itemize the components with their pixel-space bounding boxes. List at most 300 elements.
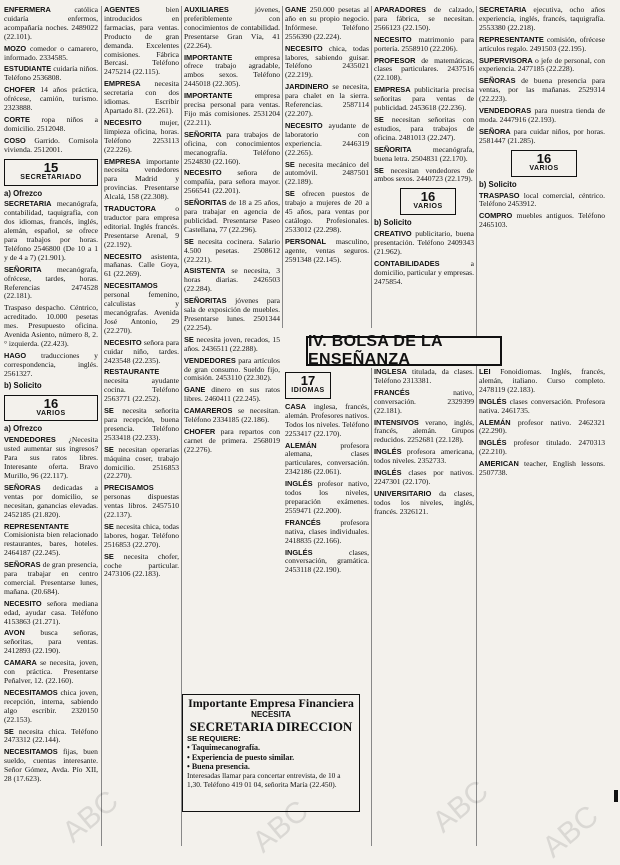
ad-text: jóvenes, preferiblemente con conocimientos de contabilidad. Presentarse Gran Vía, 41 (22.264). (184, 6, 280, 50)
ad-keyword: NECESITO (4, 598, 42, 608)
ad-text: muebles antiguos. Teléfono 2465103. (479, 211, 605, 230)
classified-ad (285, 519, 369, 546)
ad-footer: Interesadas llamar para concertar entrevista, de 10 a 1,30. Teléfono 419 01 04, señorita María (22.450). (187, 770, 341, 789)
classified-ad (4, 116, 98, 134)
column-6 (479, 6, 605, 328)
ad-keyword: SEÑORAS (4, 482, 41, 492)
ad-keyword: NECESITAMOS (104, 281, 158, 291)
classified-ad (285, 122, 369, 158)
ad-text: se necesitan. Teléfono 2334185 (22.186). (184, 406, 280, 425)
ad-text: ofrecen puestos de trabajo a mujeres de 20 a 45 años, para ventas por catálogo. Profesionales. 2533012 (22.298). (285, 189, 369, 234)
ad-keyword: SE (104, 444, 114, 454)
ad-text: para cuidar niños, por horas. 2581447 (21.285). (479, 126, 605, 145)
column-rule (371, 368, 372, 846)
ad-keyword: FRANCÉS (374, 387, 410, 397)
classified-ad (4, 748, 98, 784)
ad-keyword: INGLÉS (374, 447, 402, 457)
classified-ad (104, 119, 179, 155)
classified-ad (4, 600, 98, 627)
ad-keyword: CORTE (4, 114, 30, 124)
classified-ad (285, 403, 369, 439)
ad-keyword: VENDEDORES (4, 435, 56, 445)
section-number: 16 (43, 395, 59, 411)
subheading-solicito: b) Solicito (4, 380, 42, 390)
classified-ad (374, 389, 474, 416)
ad-keyword: SE (285, 189, 295, 199)
classified-ad (104, 205, 179, 250)
financial-company-ad (182, 694, 360, 812)
classified-ad (104, 553, 179, 580)
ad-text: señora para cuidar niño, tardes. 2423548 (22.235). (104, 337, 179, 365)
ad-keyword: NECESITO (184, 168, 222, 178)
classified-ad (4, 352, 98, 379)
classified-ad (184, 267, 280, 294)
column-rule (282, 6, 283, 328)
ad-subhead: NECESITA (251, 710, 291, 719)
ad-text: o traductor para empresa editorial. Inglés francés. Presentarse Arenal, 9 (22.192). (104, 204, 179, 249)
ad-keyword: COSO (4, 135, 26, 145)
ad-text: personal femenino, calculistas y mecanógrafas. Avenida José Antonio, 29 (22.270). (104, 290, 179, 335)
ad-text: empresa precisa personal para ventas. Fijo más comisiones. 2531204 (22.211). (184, 91, 280, 127)
classified-ad (184, 131, 280, 167)
ad-text: necesita chofer, coche particular. 2473106 (22.183). (104, 551, 179, 579)
ad-text: ejecutiva, ocho años experiencia, inglés, francés, taquigrafía. 2553380 (22.218). (479, 6, 605, 32)
watermark: ABC (426, 774, 495, 840)
ad-keyword: SEÑORA (479, 126, 511, 136)
ad-text: se necesita, 3 horas diarias. 2426503 (22.284). (184, 266, 280, 294)
classified-ad (285, 190, 369, 235)
ad-text: necesita señorita para recepción, buena presencia. Teléfono 2533418 (22.233). (104, 406, 179, 442)
ad-text: señora mediana edad, ayudar casa. Teléfono 4153863 (21.271). (4, 598, 98, 626)
ad-keyword: INGLÉS (479, 438, 507, 448)
classified-ad (374, 57, 474, 84)
ad-keyword: FRANCÉS (285, 517, 321, 527)
ad-text: necesita mecánico del automóvil. 2487501 (22.189). (285, 159, 369, 187)
ad-text: Comisionista bien relacionado restaurantes, bares, hoteles. 2464187 (22.245). (4, 530, 98, 558)
ad-keyword: PRECISAMOS (104, 483, 154, 493)
classified-ad (479, 77, 605, 104)
section-number: 17 (300, 373, 316, 388)
classified-ad (4, 728, 98, 746)
ad-text: dedicadas a ventas por domicilio, se necesitan, ganancias elevadas. 2452185 (21.820). (4, 482, 98, 519)
ad-keyword: NECESITAMOS (4, 747, 58, 757)
section-box-secretariado (4, 159, 98, 186)
classified-ad (184, 6, 280, 51)
ad-keyword: SEÑORITAS (184, 296, 227, 306)
ad-keyword: APARADORES (374, 6, 427, 14)
ad-keyword: SEÑORITAS (184, 198, 227, 208)
section-label: VARIOS (529, 164, 559, 172)
classified-ad (104, 282, 179, 335)
ad-text: local comercial, céntrico. Teléfono 2453912. (479, 190, 605, 209)
section-label: IDIOMAS (291, 387, 325, 394)
ad-keyword: ALEMÁN (285, 440, 317, 450)
ad-text: mecanógrafa, buena letra. 2504831 (22.170). (374, 144, 474, 163)
classified-ad (285, 6, 369, 42)
classified-ad (4, 629, 98, 656)
ad-text: para repartos con carnet de primera. 2568019 (22.276). (184, 426, 280, 454)
ad-text: se necesita, para chalet en la sierra. Referencias. 2587114 (22.207). (285, 82, 369, 118)
classified-ad (4, 266, 98, 302)
ad-text: de calzado, para fábrica, se necesitan. 2566123 (22.150). (374, 6, 474, 32)
classified-ad (285, 238, 369, 265)
ad-keyword: INGLÉS (285, 479, 313, 489)
ad-text: empresa ofrece trabajo agradable, ambos sexos. Teléfono 2445018 (22.305). (184, 52, 280, 89)
ad-text: necesita chica. Teléfono 2473312 (22.144). (4, 726, 98, 745)
ad-requirement: • Buena presencia. (187, 762, 250, 772)
ad-keyword: INTENSIVOS (374, 417, 419, 427)
ad-keyword: COMPRO (479, 211, 513, 221)
ad-text: profesora americana, todos niveles. 2352733. (374, 447, 474, 466)
ad-text: necesita secretaria con dos idiomas. Escribir Apartado 81. (22.261). (104, 79, 179, 115)
ad-keyword: SE (104, 551, 114, 561)
ad-keyword: PROFESOR (374, 55, 416, 65)
column-3 (184, 6, 280, 690)
ad-keyword: CONTABILIDADES (374, 258, 440, 268)
bolsa-column-2-ads (374, 368, 474, 517)
column-3-ads (184, 6, 280, 455)
ad-keyword: NECESITO (104, 117, 142, 127)
ad-text: señora de compañía, para señora mayor. 2566541 (22.201). (184, 168, 280, 196)
classified-ad (184, 238, 280, 265)
ad-text: bien introducidos en farmacias, para ventas. Producto de gran demanda. Excelentes comisiones. Fábrica Bercasi. Teléfono 2475214 (22.115). (104, 6, 179, 77)
classified-ad (4, 689, 98, 725)
ad-keyword: SEÑORAS (4, 560, 41, 570)
ad-text: personas dispuestas ventas libros. 2457510 (22.137). (104, 492, 179, 520)
ad-text: mujer, limpieza oficina, horas. Teléfono 2253113 (22.226). (104, 117, 179, 154)
ad-text: necesita cocinera. Salario 4.500 pesetas. 2508612 (22.221). (184, 236, 280, 264)
ad-text: importante necesita vendedores para Madrid y provincias. Presentarse Alcalá, 158 (22.308). (104, 156, 179, 202)
ad-keyword: SE (184, 236, 194, 246)
column-rule (476, 368, 477, 846)
column-2 (104, 6, 179, 846)
classified-ad (104, 368, 179, 404)
ad-keyword: ASISTENTA (184, 266, 226, 276)
ad-text: clases por nativos. 2247301 (22.170). (374, 468, 474, 486)
subheading-solicito: b) Solicito (374, 218, 412, 228)
ad-keyword: VENDEDORES (184, 355, 236, 365)
classified-ad (4, 65, 98, 83)
section-number: 16 (420, 189, 436, 205)
classified-ad (4, 659, 98, 686)
classified-ad (374, 448, 474, 466)
ad-keyword: NECESITO (285, 120, 323, 130)
classified-ad (285, 161, 369, 188)
banner-title: IV. BOLSA DE LA ENSEÑANZA (308, 333, 443, 368)
ad-text: comedor o camarero, informado. 2334585. (4, 43, 98, 62)
ad-keyword: SEÑORAS (479, 76, 516, 86)
ad-text: necesita joven, recados, 15 años. 2436511 (22.288). (184, 334, 280, 353)
ad-text: asistenta, mañanas. Calle Goya, 61 (22.269). (104, 251, 179, 279)
ad-keyword: AMERICAN (479, 459, 519, 469)
ad-text: mecanógrafa, contabilidad, taquigrafía, con dos idiomas, francés, inglés, alemán, español, se ofrece para trabajos por horas. Teléfono 2546800 (De 10 a 1 y de 4 a 7) (21.901). (4, 199, 98, 262)
ad-keyword: SE (374, 114, 384, 124)
ad-keyword: CAMAREROS (184, 406, 233, 416)
ad-keyword: HAGO (4, 350, 27, 360)
ad-keyword: SE (104, 521, 114, 531)
classified-ad (374, 116, 474, 143)
section-label: VARIOS (413, 203, 443, 211)
classified-ad (4, 200, 98, 262)
ad-position: SECRETARIA DIRECCION (189, 718, 353, 734)
ad-text: necesita ayudante cocina. Teléfono 2563771 (22.252). (104, 376, 179, 404)
column-1-ads-varios (4, 436, 98, 784)
classified-ad (184, 336, 280, 354)
ad-text: clases, conversación, gramática. 2453118 (22.190). (285, 547, 369, 575)
bolsa-column-2 (374, 368, 474, 846)
ad-keyword: GANE (184, 385, 206, 395)
section-box-varios (4, 395, 98, 422)
ad-keyword: NECESITO (104, 337, 142, 347)
subheading-ofrezco: a) Ofrezco (4, 188, 43, 198)
ad-text: publicitario, buena presentación. Teléfono 2409343 (21.962). (374, 229, 474, 256)
classified-ad (374, 167, 474, 185)
ad-text: para artículos de gran consumo. Sueldo fijo, comisión. 2453110 (22.302). (184, 355, 280, 383)
ad-text: de gran presencia, para trabajar en centro comercial. Presentarse lunes, mañana. (20.684). (4, 560, 98, 596)
ad-text: de buena presencia para ventas, por las mañanas. 2529314 (22.223). (479, 76, 605, 104)
ad-keyword: SE (104, 406, 114, 416)
classified-ad (479, 6, 605, 33)
ad-keyword: ALEMÁN (479, 417, 511, 427)
ad-text: Garrido. Cornisola vivienda. 2512001. (4, 135, 98, 154)
classified-ad (479, 439, 605, 457)
ad-text: inglesa, francés, alemán. Profesores nativos. Todos los niveles. Teléfono 2253417 (22.170). (285, 401, 369, 438)
ad-text: católica cuidaría enfermos, acompañaría noches. 2489022 (22.101). (4, 6, 98, 41)
section-box-idiomas (285, 372, 331, 399)
ad-keyword: IMPORTANTE (184, 52, 233, 62)
ad-keyword: NECESITO (374, 34, 412, 44)
classified-ad (479, 419, 605, 437)
section-number: 16 (536, 150, 552, 166)
ad-requirement: • Experiencia de puesto similar. (187, 752, 295, 762)
section-box-varios (400, 188, 456, 215)
classified-ad (184, 199, 280, 235)
classified-ad (104, 339, 179, 366)
ad-text: para trabajos de oficina, con conocimientos mecanografía. Teléfono 2524830 (22.160). (184, 129, 280, 166)
ad-keyword: CAMARA (4, 658, 37, 668)
ad-text: teacher, English lessons. 2507738. (479, 459, 605, 478)
ad-keyword: SEÑORITA (184, 129, 222, 139)
classified-ad (374, 419, 474, 446)
classified-ad (285, 480, 369, 516)
classified-ad (4, 45, 98, 63)
ad-text: verano, inglés, francés, alemán. Grupos reducidos. 2252681 (22.128). (374, 417, 474, 445)
ad-keyword: SEÑORITA (374, 144, 412, 154)
ad-text: mecanógrafa, ofrécese, tardes, horas. Referencias 2474528 (22.181). (4, 264, 98, 301)
ad-keyword: ENFERMERA (4, 6, 51, 14)
ad-text: chica, todas labores, sabiendo guisar. Teléfono 2435021 (22.219). (285, 43, 369, 80)
classified-ad (4, 436, 98, 481)
ad-keyword: EMPRESA (104, 156, 141, 166)
classified-ad (104, 158, 179, 203)
ad-requirement: • Taquimecanografía. (187, 743, 261, 753)
ad-keyword: CHOFER (184, 426, 216, 436)
ad-text: 14 años práctica, ofrécese, camión, turismo. 2323888. (4, 85, 98, 113)
classified-ad (479, 368, 605, 395)
ad-keyword: JARDINERO (285, 82, 329, 92)
ad-keyword: INGLESA (374, 368, 407, 376)
ad-keyword: EMPRESA (374, 85, 411, 95)
classified-ad (374, 86, 474, 113)
ad-keyword: REPRESENTANTE (4, 521, 69, 531)
column-1 (4, 6, 98, 846)
ad-keyword: TRASPASO (479, 190, 520, 200)
ad-keyword: INGLÉS (374, 468, 402, 478)
classified-ad (285, 45, 369, 81)
ad-keyword: NECESITO (104, 251, 142, 261)
ad-keyword: SUPERVISORA (479, 55, 533, 65)
section-box-varios (511, 150, 577, 177)
classified-ad (104, 484, 179, 520)
classified-ad (479, 460, 605, 478)
classified-ad (285, 83, 369, 119)
ad-keyword: CHOFER (4, 85, 36, 95)
section-label: VARIOS (36, 409, 66, 417)
ad-text: matrimonio para portería. 2558910 (22.206). (374, 34, 474, 53)
column-6-ads (479, 6, 605, 146)
classified-ad (104, 253, 179, 280)
column-2-ads (104, 6, 179, 579)
ad-text: Fonoidiomas. Inglés, francés, alemán, italiano. Curso completo. 2478119 (22.183). (479, 368, 605, 394)
ad-keyword: INGLÉS (479, 396, 507, 406)
ad-text: profesor titulado. 2470313 (22.210). (479, 438, 605, 457)
ad-text: necesita chica, todas labores, hogar. Teléfono 2516853 (22.270). (104, 521, 179, 549)
classified-ad (184, 428, 280, 455)
classified-ad (479, 212, 605, 230)
column-4-ads (285, 6, 369, 264)
ad-text: 250.000 pesetas al año en su propio negocio. Infórmese. Teléfono 2556390 (22.224). (285, 6, 369, 41)
ad-keyword: MOZO (4, 43, 27, 53)
classified-ad (479, 398, 605, 416)
ad-keyword: SE (4, 726, 14, 736)
classified-ad (104, 523, 179, 550)
classified-ad (374, 368, 474, 386)
bolsa-column-1-ads (285, 403, 369, 575)
ad-keyword: AVON (4, 628, 25, 638)
ad-text: necesitan operarias máquina coser, trabajo domicilio. 2516853 (22.270). (104, 444, 179, 481)
ad-text: se necesita, joven, con práctica. Presentarse Peñalver, 12. (22.160). (4, 658, 98, 685)
ad-text: comisión, ofrécese artículos regalo. 2491503 (22.195). (479, 34, 605, 53)
ad-text: o jefe de personal, con experiencia. 2477185 (22.228). (479, 55, 605, 74)
ad-keyword: VENDEDORAS (479, 106, 532, 116)
ad-text: da clases, todos los niveles, inglés, francés. 2326121. (374, 488, 474, 516)
ad-text: para nuestra tienda de moda. 2447916 (22.193). (479, 106, 605, 124)
ad-keyword: SE (374, 165, 384, 175)
ad-text: masculino, agente, ventas seguros. 2591348 (22.145). (285, 236, 369, 264)
classified-ad (184, 357, 280, 384)
ad-keyword: UNIVERSITARIO (374, 488, 432, 498)
classified-ad (285, 442, 369, 478)
classified-ad (4, 6, 98, 42)
column-rule (371, 6, 372, 328)
ad-keyword: IMPORTANTE (184, 91, 233, 101)
classified-ad (4, 561, 98, 597)
ad-keyword: NECESITO (285, 43, 323, 53)
classified-ad (374, 36, 474, 54)
ad-keyword: AGENTES (104, 6, 140, 14)
classified-ad (184, 386, 280, 404)
ad-keyword: CASA (285, 401, 306, 411)
watermark: ABC (536, 799, 605, 865)
classified-ad (104, 80, 179, 116)
classified-ad (184, 54, 280, 90)
ad-text: Traspaso despacho. Céntrico, acreditado. 10.000 pesetas mes. Presupuesto oficina. Avenida Asiento, número 8, 2.° izquierda. (22.423). (4, 303, 98, 348)
classified-ad (374, 469, 474, 487)
classified-ad (374, 6, 474, 33)
classified-ad (374, 490, 474, 517)
classified-ad (184, 407, 280, 425)
ad-keyword: NECESITAMOS (4, 687, 58, 697)
ad-text: profesora nativa, clases individuales. 2418835 (22.166). (285, 517, 369, 545)
classified-ad (104, 407, 179, 443)
classified-ad (184, 297, 280, 333)
section-number: 15 (43, 159, 59, 175)
ad-keyword: SE (184, 334, 194, 344)
ad-keyword: CREATIVO (374, 229, 412, 239)
ad-text: de matemáticas, clases particulares. 2437516 (22.108). (374, 55, 474, 83)
section-label: SECRETARIADO (20, 173, 82, 181)
ad-text: cuidaría niños. Teléfono 2536808. (4, 64, 98, 83)
column-4 (285, 6, 369, 328)
ad-text: profesor nativo, todos los niveles, preparación exámenes. 2559471 (22.200). (285, 479, 369, 515)
column-5 (374, 6, 474, 328)
ad-text: fijas, buen sueldo, cuentas interesante. Señor Gómez, Avda. Pío XII, 28 (17.623). (4, 747, 98, 784)
column-1-ads-secretariado (4, 200, 98, 378)
ad-text: chica joven, recepción, interna, sabiendo algo escribir. 2320150 (22.153). (4, 687, 98, 724)
classified-ad (479, 192, 605, 210)
ad-requirements-label: SE REQUIERE: (187, 733, 241, 743)
ad-keyword: SECRETARIA (479, 6, 527, 14)
classified-ad (4, 137, 98, 155)
ad-keyword: SEÑORITA (4, 264, 42, 274)
classified-ad (4, 304, 98, 349)
ad-keyword: SECRETARIA (4, 199, 52, 209)
margin-mark-icon (614, 790, 618, 802)
ad-keyword: SE (285, 159, 295, 169)
ad-text: de 18 a 25 años, para trabajar en agencia de publicidad. Presentarse Paseo Castellana, 77 (22.296). (184, 198, 280, 234)
ad-text: necesitan vendedores de ambos sexos. 2440723 (22.179). (374, 165, 474, 184)
classified-ad (479, 107, 605, 125)
bolsa-ensenanza-banner (306, 333, 502, 368)
ad-text: publicitaria precisa señoritas para ventas de publicidad. 2453618 (22.236). (374, 85, 474, 113)
classified-ad (479, 128, 605, 146)
ad-headline: Importante Empresa Financiera (188, 696, 354, 710)
classified-ad (184, 92, 280, 128)
column-5-ads (374, 6, 474, 184)
column-6-ads-solicito (479, 192, 605, 231)
classified-ad (104, 446, 179, 482)
ad-text: busca señoras, señoritas, para ventas. 2412893 (22.190). (4, 628, 98, 656)
ad-keyword: TRADUCTORA (104, 204, 157, 214)
classified-ad (4, 523, 98, 559)
ad-text: ropa niños a domicilio. 2512048. (4, 114, 98, 133)
subheading-solicito: b) Solicito (479, 179, 517, 189)
ad-text: ¿Necesita usted aumentar sus ingresos? Para sus ratos libres. Interesante oferta. Bravo Murillo, 96 (22.117). (4, 435, 98, 480)
ad-keyword: GANE (285, 6, 307, 14)
ad-keyword: PERSONAL (285, 236, 327, 246)
classified-ad (104, 6, 179, 77)
ad-text: necesitan señoritas con estudios, para trabajos de oficina. 2481013 (22.247). (374, 114, 474, 142)
column-1-ads (4, 6, 98, 155)
ad-keyword: REPRESENTANTE (479, 34, 544, 44)
classified-ad (479, 57, 605, 75)
ad-text: profesor nativo. 2462321 (22.290). (479, 417, 605, 436)
ad-text: nativo, conversación. 2329399 (22.181). (374, 387, 474, 415)
ad-text: titulada, da clases. Teléfono 2313381. (374, 368, 474, 385)
ad-keyword: LEI (479, 368, 491, 376)
ad-text: profesora alemana, clases particulares, conversación. 2342186 (22.061). (285, 440, 369, 477)
subheading-ofrezco: a) Ofrezco (4, 424, 43, 434)
